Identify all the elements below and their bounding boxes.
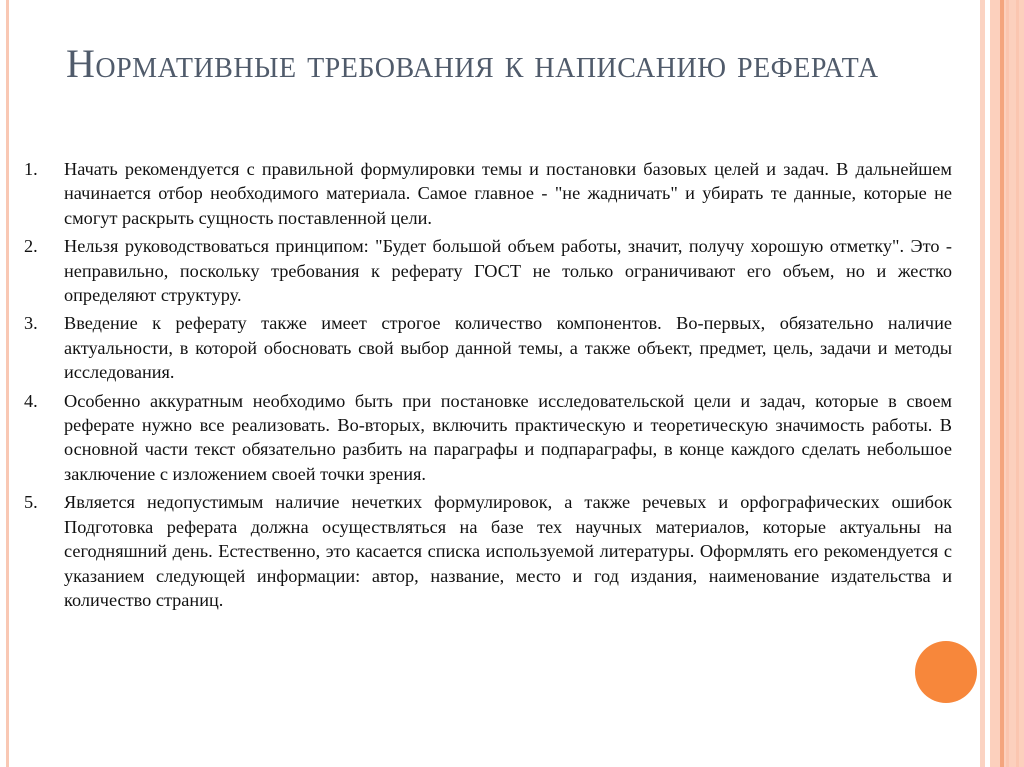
left-border-line: [6, 0, 9, 767]
item-text: Нельзя руководствоваться принципом: "Будет большой объем работы, значит, получу хорошую отметку". Это - неправильно, поскольку требования к реферату ГОСТ не только ограничивают его объем, но и жестко определяют структуру.: [64, 236, 952, 306]
item-text: Введение к реферату также имеет строгое количество компонентов. Во-первых, обязательно наличие актуальности, в которой обосновать свой выбор данной темы, а также объект, предмет, цель, задачи и методы исследования.: [64, 313, 952, 383]
item-text: Особенно аккуратным необходимо быть при постановке исследовательской цели и задач, которые в своем реферате нужно все реализовать. Во-вторых, включить практическую и теоретическую значимость работы. В основной части текст обязательно разбить на параграфы и подпараграфы, в конце каждого сделать небольшое заключение с изложением своей точки зрения.: [64, 390, 952, 484]
item-number: 2.: [24, 236, 38, 257]
list-item: [24, 234, 952, 307]
list-item: [24, 490, 952, 612]
list-item: [24, 157, 952, 230]
requirements-list: [24, 157, 952, 616]
slide-title: Нормативные требования к написанию реферата: [66, 41, 879, 86]
item-text: Является недопустимым наличие нечетких формулировок, а также речевых и орфографических ошибок Подготовка реферата должна осуществляться на базе тех научных материалов, которые актуальны на сегодняшний день. Естественно, это касается списка используемой литературы. Оформлять его рекомендуется с указанием следующей информации: автор, название, место и год издания, наименование издательства и количество страниц.: [64, 492, 952, 610]
item-number: 1.: [24, 159, 38, 179]
item-number: 3.: [24, 313, 38, 334]
orange-circle-decoration: [915, 641, 977, 703]
item-number: 5.: [24, 492, 38, 513]
item-text: Начать рекомендуется с правильной формулировки темы и постановки базовых целей и задач. В дальнейшем начинается отбор необходимого материала. Самое главное - "не жадничать" и убирать те данные, которые не смогут раскрыть сущность поставленной цели.: [64, 159, 952, 228]
right-decorative-stripes: [980, 0, 1024, 767]
list-item: [24, 311, 952, 384]
item-number: 4.: [24, 390, 38, 411]
list-item: [24, 389, 952, 487]
